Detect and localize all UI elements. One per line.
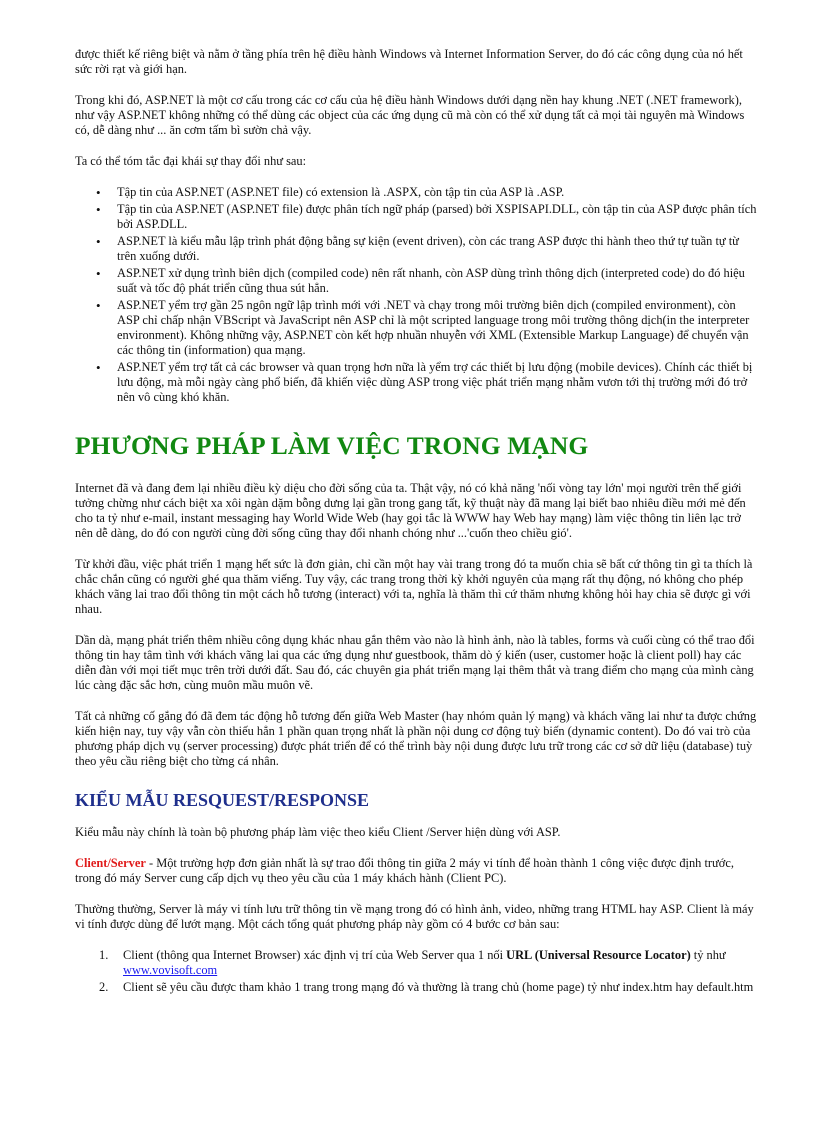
intro-paragraph-2: Trong khi đó, ASP.NET là một cơ cấu trong các cơ cấu của hệ điều hành Windows dưới dạng nền hay khung .NET (.NET framework), như vậy ASP.NET không những có thể dùng các object của các ứng dụng cũ mà còn có thể xử dụng tất cả mọi tài nguyên mà Windows có, dễ dàng như ... ăn cơm tấm bì sườn chả vậy. (75, 93, 745, 137)
client-server-paragraph (75, 856, 760, 886)
section1-paragraph: Tất cả những cố gắng đó đã đem tác động hỗ tương đến giữa Web Master (hay nhóm quản lý mạng) và khách vãng lai như ta được chứng kiến hiện nay, tuy vậy vẫn còn thiếu hẳn 1 phần quan trọng nhất là phần nội dung cơ động tuỳ biến (dynamic content). Do đó vai trò của phương pháp dịch vụ (server processing) được phát triển để có thể trình bày nội dung được lưu trữ trong các cơ sở dữ liệu (database) tuỳ theo yêu cầu riêng biệt cho từng cá nhân. (75, 709, 757, 768)
section1-paragraph: Dần dà, mạng phát triển thêm nhiều công dụng khác nhau gắn thêm vào nào là hình ảnh, nào là tables, forms và cuối cùng có thể trao đổi thông tin hay tâm tình với khách vãng lai qua các ứng dụng như guestbook, thăm dò ý kiến (user, customer hoặc là client poll) hay các diễn đàn với mọi tiết mục trên trời dưới đất. Sau đó, các chuyên gia phát triển mạng lại thêm thắt và trang điểm cho mạng của mình càng lúc càng đặc sắc hơn, cùng muôn mầu muôn vẽ. (75, 633, 755, 692)
section-heading-web-methods: PHƯƠNG PHÁP LÀM VIỆC TRONG MẠNG (75, 431, 589, 460)
section1-paragraph: Internet đã và đang đem lại nhiều điều kỳ diệu cho đời sống của ta. Thật vậy, nó có khả năng 'nối vòng tay lớn' mọi người trên thế giới tưởng chừng như cách biệt xa xôi ngàn dặm bỗng dưng lại gần trong gang tất, kỹ thuật này đã mang lại biết bao nhiêu điều mới mẻ đến cho ta tỷ như e-mail, instant messaging hay World Wide Web (hay gọi tắc là WWW hay Web hay mạng) làm việc thông tin liên lạc trở nên dễ dàng, do đó con người cùng đời sống cũng thay đổi nhanh chóng như ...'cuốn theo chiều gió'. (75, 481, 746, 540)
steps-numbered-list (75, 948, 760, 995)
client-server-text: - Một trường hợp đơn giản nhất là sự trao đổi thông tin giữa 2 máy vi tính để hoàn thành 1 công việc được định trước, trong đó máy Server cung cấp dịch vụ theo yêu cầu của 1 máy khách hành (Client PC). (75, 856, 734, 885)
step-text: tỷ như (690, 948, 726, 962)
bullet-item: • ASP.NET yểm trợ tất cả các browser và quan trọng hơn nữa là yểm trợ các thiết bị lưu động (mobile devices). Chính các thiết bị lưu động, mà mỗi ngày càng phổ biến, đã khiến việc dùng ASP trong việc phát triển mạng nhằm vươn tới thị trường mới đó trở nên vô cùng khó khăn. (117, 360, 760, 405)
client-server-label: Client/Server (75, 856, 146, 870)
step-bold-term: URL (Universal Resource Locator) (506, 948, 691, 962)
intro-paragraph-1: được thiết kế riêng biệt và nằm ở tầng phía trên hệ điều hành Windows và Internet Information Server, do đó các công dụng của nó hết sức rời rạt và giới hạn. (75, 47, 743, 76)
bullet-item: • ASP.NET yểm trợ gần 25 ngôn ngữ lập trình mới với .NET và chạy trong môi trường biên dịch (compiled environment), còn ASP chỉ chấp nhận VBScript và JavaScript nên ASP chỉ là một scripted language trong môi trường thông dịch(in the interpreter environment). Không những vậy, ASP.NET còn kết hợp nhuần nhuyễn với XML (Extensible Markup Language) để chuyển vận các thông tin (information) qua mạng. (117, 298, 760, 358)
section2-paragraph-1: Kiểu mẫu này chính là toàn bộ phương pháp làm việc theo kiểu Client /Server hiện dùng với ASP. (75, 825, 561, 839)
intro-paragraph-3: Ta có thể tóm tắc đại khái sự thay đổi như sau: (75, 154, 307, 168)
bullet-item: • Tập tin của ASP.NET (ASP.NET file) có extension là .ASPX, còn tập tin của ASP là .ASP. (117, 185, 760, 200)
section1-paragraph: Từ khởi đầu, việc phát triển 1 mạng hết sức là đơn giản, chỉ cần một hay vài trang trong đó ta muốn chia sẽ bất cứ thông tin gì ta thích là chắc chắn cũng có người ghé qua thăm viếng. Tuy vậy, các trang trong thời kỳ khởi nguyên của mạng rất thụ động, nó không cho phép khách vãng lai trao đổi thông tin một cách hỗ tương (interact) với ta, nghĩa là thăm thì cứ thăm nhưng không hỏi hay chia sẽ được gì với nhau. (75, 557, 753, 616)
step-text: Client (thông qua Internet Browser) xác định vị trí của Web Server qua 1 nối (123, 948, 507, 962)
bullet-item: • ASP.NET là kiểu mẫu lập trình phát động bằng sự kiện (event driven), còn các trang ASP được thi hành theo thứ tự tuần tự từ trên xuống dưới. (117, 234, 760, 264)
vovisoft-link[interactable]: www.vovisoft.com (123, 963, 218, 977)
changes-bullet-list (75, 185, 760, 405)
section2-paragraph-3: Thường thường, Server là máy vi tính lưu trữ thông tin về mạng trong đó có hình ảnh, video, những trang HTML hay ASP. Client là máy vi tính được dùng để lướt mạng. Một cách tổng quát phương pháp này gồm có 4 bước cơ bản sau: (75, 902, 754, 931)
bullet-item: • Tập tin của ASP.NET (ASP.NET file) được phân tích ngữ pháp (parsed) bởi XSPISAPI.DLL, còn tập tin của ASP được phân tích bởi ASP.DLL. (117, 202, 760, 232)
step-item (99, 948, 760, 978)
section-heading-request-response: KIỂU MẪU RESQUEST/RESPONSE (75, 790, 370, 810)
step-item (99, 980, 760, 995)
step-number: 2. (99, 980, 109, 994)
step-number: 1. (99, 948, 109, 962)
bullet-item: • ASP.NET xử dụng trình biên dịch (compiled code) nên rất nhanh, còn ASP dùng trình thông dịch (interpreted code) do đó hiệu suất và tốc độ phát triển cũng thua sút hẳn. (117, 266, 760, 296)
step-text: Client sẽ yêu cầu được tham khảo 1 trang trong mạng đó và thường là trang chủ (home page) tỷ như index.htm hay default.htm (123, 980, 754, 994)
